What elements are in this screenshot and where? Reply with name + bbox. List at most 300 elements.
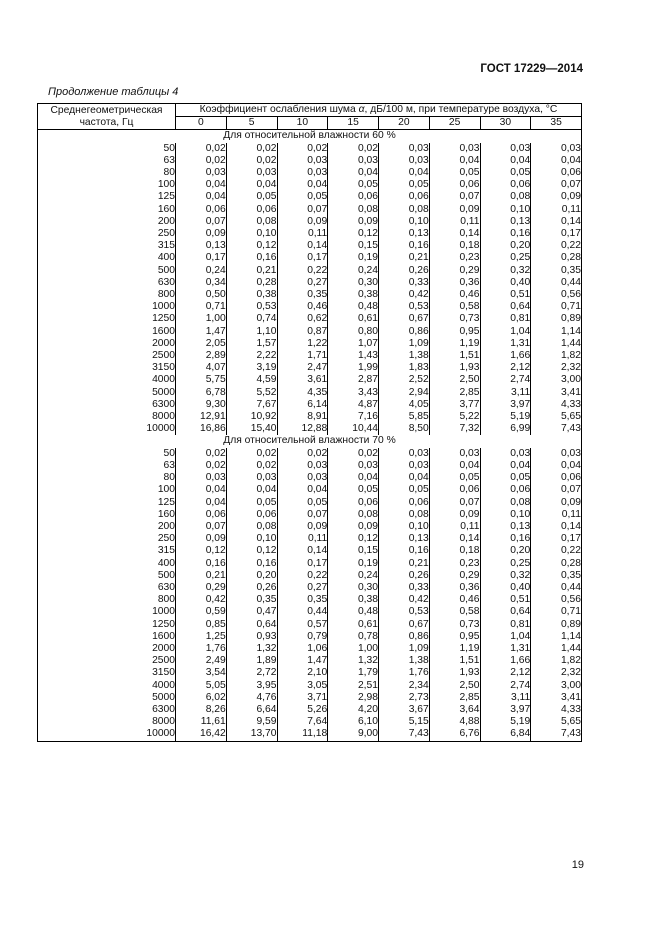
value-cell: 0,16 bbox=[226, 252, 277, 264]
value-cell: 0,04 bbox=[328, 472, 379, 484]
value-cell: 0,10 bbox=[480, 509, 531, 521]
table-row bbox=[38, 326, 582, 338]
value-cell: 2,22 bbox=[226, 350, 277, 362]
value-cell: 2,49 bbox=[176, 655, 227, 667]
value-cell: 5,19 bbox=[480, 716, 531, 728]
value-cell: 0,14 bbox=[429, 533, 480, 545]
value-cell: 1,79 bbox=[328, 667, 379, 679]
value-cell: 1,04 bbox=[480, 631, 531, 643]
value-cell: 4,59 bbox=[226, 374, 277, 386]
value-cell: 1,31 bbox=[480, 643, 531, 655]
value-cell: 6,76 bbox=[429, 728, 480, 741]
frequency-cell: 800 bbox=[38, 594, 176, 606]
value-cell: 0,03 bbox=[480, 143, 531, 155]
value-cell: 0,06 bbox=[429, 179, 480, 191]
value-cell: 3,77 bbox=[429, 399, 480, 411]
value-cell: 0,03 bbox=[328, 460, 379, 472]
table-row bbox=[38, 558, 582, 570]
value-cell: 0,19 bbox=[328, 252, 379, 264]
value-cell: 0,03 bbox=[277, 167, 328, 179]
frequency-cell: 2000 bbox=[38, 338, 176, 350]
value-cell: 0,07 bbox=[176, 216, 227, 228]
value-cell: 0,32 bbox=[480, 570, 531, 582]
value-cell: 2,05 bbox=[176, 338, 227, 350]
value-cell: 5,75 bbox=[176, 374, 227, 386]
table-row bbox=[38, 167, 582, 179]
value-cell: 0,89 bbox=[531, 313, 582, 325]
value-cell: 0,03 bbox=[328, 155, 379, 167]
frequency-cell: 5000 bbox=[38, 387, 176, 399]
value-cell: 0,11 bbox=[429, 216, 480, 228]
value-cell: 0,16 bbox=[379, 240, 430, 252]
value-cell: 2,72 bbox=[226, 667, 277, 679]
value-cell: 0,13 bbox=[480, 216, 531, 228]
value-cell: 0,24 bbox=[328, 570, 379, 582]
value-cell: 16,86 bbox=[176, 423, 227, 435]
frequency-cell: 160 bbox=[38, 509, 176, 521]
value-cell: 0,36 bbox=[429, 582, 480, 594]
value-cell: 0,29 bbox=[176, 582, 227, 594]
value-cell: 1,76 bbox=[379, 667, 430, 679]
value-cell: 0,38 bbox=[226, 289, 277, 301]
table-row bbox=[38, 460, 582, 472]
value-cell: 0,50 bbox=[176, 289, 227, 301]
value-cell: 0,17 bbox=[277, 252, 328, 264]
value-cell: 0,11 bbox=[429, 521, 480, 533]
value-cell: 1,19 bbox=[429, 643, 480, 655]
value-cell: 0,42 bbox=[379, 594, 430, 606]
frequency-cell: 400 bbox=[38, 558, 176, 570]
frequency-cell: 250 bbox=[38, 533, 176, 545]
value-cell: 0,46 bbox=[429, 594, 480, 606]
value-cell: 0,86 bbox=[379, 326, 430, 338]
table-row bbox=[38, 240, 582, 252]
value-cell: 6,99 bbox=[480, 423, 531, 435]
value-cell: 0,09 bbox=[531, 191, 582, 203]
value-cell: 0,34 bbox=[176, 277, 227, 289]
table-row bbox=[38, 655, 582, 667]
value-cell: 2,85 bbox=[429, 692, 480, 704]
table-row bbox=[38, 509, 582, 521]
value-cell: 1,99 bbox=[328, 362, 379, 374]
value-cell: 3,00 bbox=[531, 680, 582, 692]
value-cell: 0,10 bbox=[379, 521, 430, 533]
frequency-cell: 2000 bbox=[38, 643, 176, 655]
value-cell: 1,10 bbox=[226, 326, 277, 338]
value-cell: 2,87 bbox=[328, 374, 379, 386]
value-cell: 3,41 bbox=[531, 692, 582, 704]
value-cell: 0,02 bbox=[328, 143, 379, 155]
frequency-cell: 315 bbox=[38, 545, 176, 557]
value-cell: 0,05 bbox=[226, 497, 277, 509]
value-cell: 1,14 bbox=[531, 326, 582, 338]
value-cell: 0,27 bbox=[277, 277, 328, 289]
frequency-cell: 630 bbox=[38, 277, 176, 289]
value-cell: 0,16 bbox=[480, 533, 531, 545]
value-cell: 0,03 bbox=[379, 143, 430, 155]
value-cell: 3,41 bbox=[531, 387, 582, 399]
value-cell: 0,06 bbox=[429, 484, 480, 496]
table-row bbox=[38, 301, 582, 313]
table-row bbox=[38, 338, 582, 350]
frequency-cell: 250 bbox=[38, 228, 176, 240]
value-cell: 0,04 bbox=[226, 179, 277, 191]
value-cell: 0,89 bbox=[531, 619, 582, 631]
value-cell: 0,10 bbox=[379, 216, 430, 228]
section-title: Для относительной влажности 60 % bbox=[38, 130, 582, 143]
value-cell: 1,82 bbox=[531, 655, 582, 667]
value-cell: 0,36 bbox=[429, 277, 480, 289]
frequency-cell: 160 bbox=[38, 204, 176, 216]
value-cell: 2,32 bbox=[531, 362, 582, 374]
frequency-cell: 800 bbox=[38, 289, 176, 301]
value-cell: 0,44 bbox=[531, 277, 582, 289]
value-cell: 0,11 bbox=[277, 228, 328, 240]
value-cell: 6,02 bbox=[176, 692, 227, 704]
value-cell: 9,00 bbox=[328, 728, 379, 741]
value-cell: 0,04 bbox=[480, 155, 531, 167]
frequency-cell: 1600 bbox=[38, 631, 176, 643]
value-cell: 0,28 bbox=[531, 252, 582, 264]
value-cell: 10,44 bbox=[328, 423, 379, 435]
value-cell: 0,35 bbox=[531, 570, 582, 582]
table-row bbox=[38, 716, 582, 728]
value-cell: 0,22 bbox=[277, 570, 328, 582]
value-cell: 2,51 bbox=[328, 680, 379, 692]
value-cell: 0,27 bbox=[277, 582, 328, 594]
value-cell: 3,05 bbox=[277, 680, 328, 692]
frequency-cell: 10000 bbox=[38, 423, 176, 435]
value-cell: 0,19 bbox=[328, 558, 379, 570]
value-cell: 0,03 bbox=[176, 167, 227, 179]
value-cell: 0,23 bbox=[429, 558, 480, 570]
frequency-cell: 8000 bbox=[38, 716, 176, 728]
frequency-cell: 400 bbox=[38, 252, 176, 264]
value-cell: 0,04 bbox=[379, 167, 430, 179]
value-cell: 3,11 bbox=[480, 692, 531, 704]
value-cell: 0,28 bbox=[531, 558, 582, 570]
frequency-header-line1: Среднегеометрическая bbox=[50, 104, 163, 116]
table-row bbox=[38, 265, 582, 277]
table-row bbox=[38, 179, 582, 191]
frequency-cell: 6300 bbox=[38, 399, 176, 411]
value-cell: 0,30 bbox=[328, 277, 379, 289]
value-cell: 1,76 bbox=[176, 643, 227, 655]
table-row bbox=[38, 484, 582, 496]
value-cell: 2,98 bbox=[328, 692, 379, 704]
value-cell: 0,12 bbox=[328, 533, 379, 545]
table-row bbox=[38, 448, 582, 460]
value-cell: 0,06 bbox=[379, 191, 430, 203]
value-cell: 0,05 bbox=[480, 472, 531, 484]
value-cell: 2,50 bbox=[429, 374, 480, 386]
value-cell: 0,21 bbox=[226, 265, 277, 277]
value-cell: 0,14 bbox=[531, 521, 582, 533]
value-cell: 0,04 bbox=[429, 155, 480, 167]
table-caption: Продолжение таблицы 4 bbox=[48, 86, 179, 98]
value-cell: 0,07 bbox=[429, 191, 480, 203]
value-cell: 1,07 bbox=[328, 338, 379, 350]
value-cell: 0,10 bbox=[226, 228, 277, 240]
value-cell: 0,35 bbox=[226, 594, 277, 606]
value-cell: 0,04 bbox=[531, 460, 582, 472]
frequency-cell: 125 bbox=[38, 497, 176, 509]
value-cell: 0,17 bbox=[176, 252, 227, 264]
value-cell: 0,73 bbox=[429, 313, 480, 325]
value-cell: 0,58 bbox=[429, 301, 480, 313]
value-cell: 2,50 bbox=[429, 680, 480, 692]
temperature-header: 25 bbox=[429, 117, 480, 130]
value-cell: 0,04 bbox=[531, 155, 582, 167]
table-row bbox=[38, 362, 582, 374]
value-cell: 5,19 bbox=[480, 411, 531, 423]
value-cell: 0,09 bbox=[176, 533, 227, 545]
humidity-section bbox=[38, 130, 582, 436]
value-cell: 0,35 bbox=[277, 594, 328, 606]
value-cell: 4,88 bbox=[429, 716, 480, 728]
value-cell: 0,02 bbox=[226, 155, 277, 167]
value-cell: 1,83 bbox=[379, 362, 430, 374]
value-cell: 1,44 bbox=[531, 643, 582, 655]
value-cell: 2,52 bbox=[379, 374, 430, 386]
value-cell: 0,05 bbox=[379, 179, 430, 191]
value-cell: 2,34 bbox=[379, 680, 430, 692]
value-cell: 0,13 bbox=[176, 240, 227, 252]
value-cell: 0,04 bbox=[277, 484, 328, 496]
value-cell: 1,82 bbox=[531, 350, 582, 362]
value-cell: 0,08 bbox=[226, 521, 277, 533]
value-cell: 0,53 bbox=[379, 301, 430, 313]
table-row bbox=[38, 667, 582, 679]
value-cell: 7,43 bbox=[379, 728, 430, 741]
value-cell: 0,14 bbox=[277, 240, 328, 252]
value-cell: 0,95 bbox=[429, 326, 480, 338]
frequency-cell: 63 bbox=[38, 155, 176, 167]
value-cell: 0,07 bbox=[531, 484, 582, 496]
table-row bbox=[38, 619, 582, 631]
value-cell: 0,02 bbox=[277, 143, 328, 155]
value-cell: 6,14 bbox=[277, 399, 328, 411]
table-row bbox=[38, 277, 582, 289]
table-row bbox=[38, 204, 582, 216]
value-cell: 7,43 bbox=[531, 728, 582, 741]
value-cell: 1,57 bbox=[226, 338, 277, 350]
value-cell: 1,44 bbox=[531, 338, 582, 350]
value-cell: 1,38 bbox=[379, 655, 430, 667]
frequency-cell: 630 bbox=[38, 582, 176, 594]
value-cell: 0,16 bbox=[379, 545, 430, 557]
value-cell: 0,32 bbox=[480, 265, 531, 277]
value-cell: 1,93 bbox=[429, 667, 480, 679]
value-cell: 0,67 bbox=[379, 313, 430, 325]
value-cell: 0,13 bbox=[379, 228, 430, 240]
value-cell: 3,71 bbox=[277, 692, 328, 704]
value-cell: 8,91 bbox=[277, 411, 328, 423]
value-cell: 0,17 bbox=[277, 558, 328, 570]
value-cell: 0,18 bbox=[429, 545, 480, 557]
frequency-cell: 100 bbox=[38, 484, 176, 496]
value-cell: 0,14 bbox=[277, 545, 328, 557]
value-cell: 0,12 bbox=[176, 545, 227, 557]
value-cell: 0,29 bbox=[429, 570, 480, 582]
value-cell: 5,26 bbox=[277, 704, 328, 716]
value-cell: 3,19 bbox=[226, 362, 277, 374]
value-cell: 0,04 bbox=[480, 460, 531, 472]
value-cell: 3,97 bbox=[480, 399, 531, 411]
value-cell: 0,11 bbox=[277, 533, 328, 545]
value-cell: 0,08 bbox=[328, 509, 379, 521]
table-row bbox=[38, 387, 582, 399]
value-cell: 0,07 bbox=[531, 179, 582, 191]
frequency-cell: 500 bbox=[38, 570, 176, 582]
value-cell: 0,12 bbox=[328, 228, 379, 240]
value-cell: 0,06 bbox=[226, 509, 277, 521]
value-cell: 0,23 bbox=[429, 252, 480, 264]
value-cell: 5,22 bbox=[429, 411, 480, 423]
value-cell: 1,31 bbox=[480, 338, 531, 350]
frequency-cell: 1000 bbox=[38, 301, 176, 313]
value-cell: 7,32 bbox=[429, 423, 480, 435]
value-cell: 0,02 bbox=[226, 448, 277, 460]
table-row bbox=[38, 545, 582, 557]
value-cell: 0,24 bbox=[176, 265, 227, 277]
table-row bbox=[38, 606, 582, 618]
value-cell: 0,06 bbox=[379, 497, 430, 509]
value-cell: 0,79 bbox=[277, 631, 328, 643]
frequency-header-line2: частота, Гц bbox=[79, 116, 134, 128]
value-cell: 9,30 bbox=[176, 399, 227, 411]
value-cell: 1,14 bbox=[531, 631, 582, 643]
value-cell: 3,11 bbox=[480, 387, 531, 399]
value-cell: 0,03 bbox=[531, 448, 582, 460]
value-cell: 0,48 bbox=[328, 606, 379, 618]
value-cell: 1,43 bbox=[328, 350, 379, 362]
value-cell: 0,03 bbox=[277, 155, 328, 167]
value-cell: 7,16 bbox=[328, 411, 379, 423]
frequency-cell: 8000 bbox=[38, 411, 176, 423]
value-cell: 0,61 bbox=[328, 619, 379, 631]
frequency-cell: 10000 bbox=[38, 728, 176, 741]
value-cell: 1,71 bbox=[277, 350, 328, 362]
value-cell: 13,70 bbox=[226, 728, 277, 741]
value-cell: 0,05 bbox=[429, 472, 480, 484]
value-cell: 0,06 bbox=[176, 204, 227, 216]
value-cell: 3,95 bbox=[226, 680, 277, 692]
frequency-cell: 315 bbox=[38, 240, 176, 252]
value-cell: 1,89 bbox=[226, 655, 277, 667]
document-id: ГОСТ 17229—2014 bbox=[480, 63, 583, 75]
frequency-cell: 5000 bbox=[38, 692, 176, 704]
value-cell: 1,00 bbox=[176, 313, 227, 325]
value-cell: 0,64 bbox=[226, 619, 277, 631]
value-cell: 0,07 bbox=[429, 497, 480, 509]
value-cell: 0,42 bbox=[176, 594, 227, 606]
value-cell: 0,20 bbox=[226, 570, 277, 582]
value-cell: 0,03 bbox=[277, 472, 328, 484]
value-cell: 0,02 bbox=[176, 143, 227, 155]
value-cell: 0,16 bbox=[176, 558, 227, 570]
value-cell: 0,71 bbox=[176, 301, 227, 313]
value-cell: 0,03 bbox=[480, 448, 531, 460]
value-cell: 0,09 bbox=[429, 509, 480, 521]
value-cell: 0,09 bbox=[277, 521, 328, 533]
value-cell: 0,14 bbox=[429, 228, 480, 240]
value-cell: 8,26 bbox=[176, 704, 227, 716]
value-cell: 0,16 bbox=[226, 558, 277, 570]
table-row bbox=[38, 728, 582, 741]
value-cell: 0,09 bbox=[176, 228, 227, 240]
value-cell: 1,00 bbox=[328, 643, 379, 655]
value-cell: 0,22 bbox=[277, 265, 328, 277]
value-cell: 0,44 bbox=[277, 606, 328, 618]
value-cell: 0,04 bbox=[277, 179, 328, 191]
value-cell: 7,64 bbox=[277, 716, 328, 728]
value-cell: 0,07 bbox=[277, 204, 328, 216]
value-cell: 0,17 bbox=[531, 533, 582, 545]
value-cell: 0,06 bbox=[226, 204, 277, 216]
table-row bbox=[38, 582, 582, 594]
table-row bbox=[38, 680, 582, 692]
value-cell: 0,04 bbox=[226, 484, 277, 496]
coefficient-column-header bbox=[176, 104, 582, 117]
value-cell: 0,35 bbox=[531, 265, 582, 277]
value-cell: 0,09 bbox=[328, 521, 379, 533]
table-row bbox=[38, 704, 582, 716]
frequency-cell: 80 bbox=[38, 167, 176, 179]
value-cell: 0,04 bbox=[176, 179, 227, 191]
value-cell: 0,03 bbox=[226, 472, 277, 484]
value-cell: 12,88 bbox=[277, 423, 328, 435]
table-row bbox=[38, 313, 582, 325]
value-cell: 5,85 bbox=[379, 411, 430, 423]
value-cell: 0,21 bbox=[176, 570, 227, 582]
value-cell: 4,35 bbox=[277, 387, 328, 399]
value-cell: 6,84 bbox=[480, 728, 531, 741]
coefficient-header-post: , дБ/100 м, при температуре воздуха, °C bbox=[364, 104, 558, 115]
page-number: 19 bbox=[571, 859, 584, 871]
value-cell: 0,11 bbox=[531, 509, 582, 521]
value-cell: 0,07 bbox=[277, 509, 328, 521]
table-row bbox=[38, 570, 582, 582]
frequency-cell: 4000 bbox=[38, 374, 176, 386]
value-cell: 0,02 bbox=[328, 448, 379, 460]
value-cell: 0,46 bbox=[277, 301, 328, 313]
value-cell: 0,07 bbox=[176, 521, 227, 533]
value-cell: 0,08 bbox=[480, 191, 531, 203]
value-cell: 0,61 bbox=[328, 313, 379, 325]
humidity-section bbox=[38, 435, 582, 741]
value-cell: 0,81 bbox=[480, 619, 531, 631]
value-cell: 0,05 bbox=[429, 167, 480, 179]
value-cell: 0,22 bbox=[531, 240, 582, 252]
value-cell: 0,18 bbox=[429, 240, 480, 252]
value-cell: 0,09 bbox=[531, 497, 582, 509]
value-cell: 1,22 bbox=[277, 338, 328, 350]
frequency-cell: 50 bbox=[38, 143, 176, 155]
value-cell: 0,56 bbox=[531, 289, 582, 301]
value-cell: 2,89 bbox=[176, 350, 227, 362]
value-cell: 0,81 bbox=[480, 313, 531, 325]
value-cell: 0,30 bbox=[328, 582, 379, 594]
value-cell: 1,47 bbox=[277, 655, 328, 667]
value-cell: 3,61 bbox=[277, 374, 328, 386]
value-cell: 11,61 bbox=[176, 716, 227, 728]
frequency-cell: 63 bbox=[38, 460, 176, 472]
value-cell: 0,26 bbox=[226, 582, 277, 594]
value-cell: 0,48 bbox=[328, 301, 379, 313]
table-row bbox=[38, 216, 582, 228]
value-cell: 0,26 bbox=[379, 265, 430, 277]
